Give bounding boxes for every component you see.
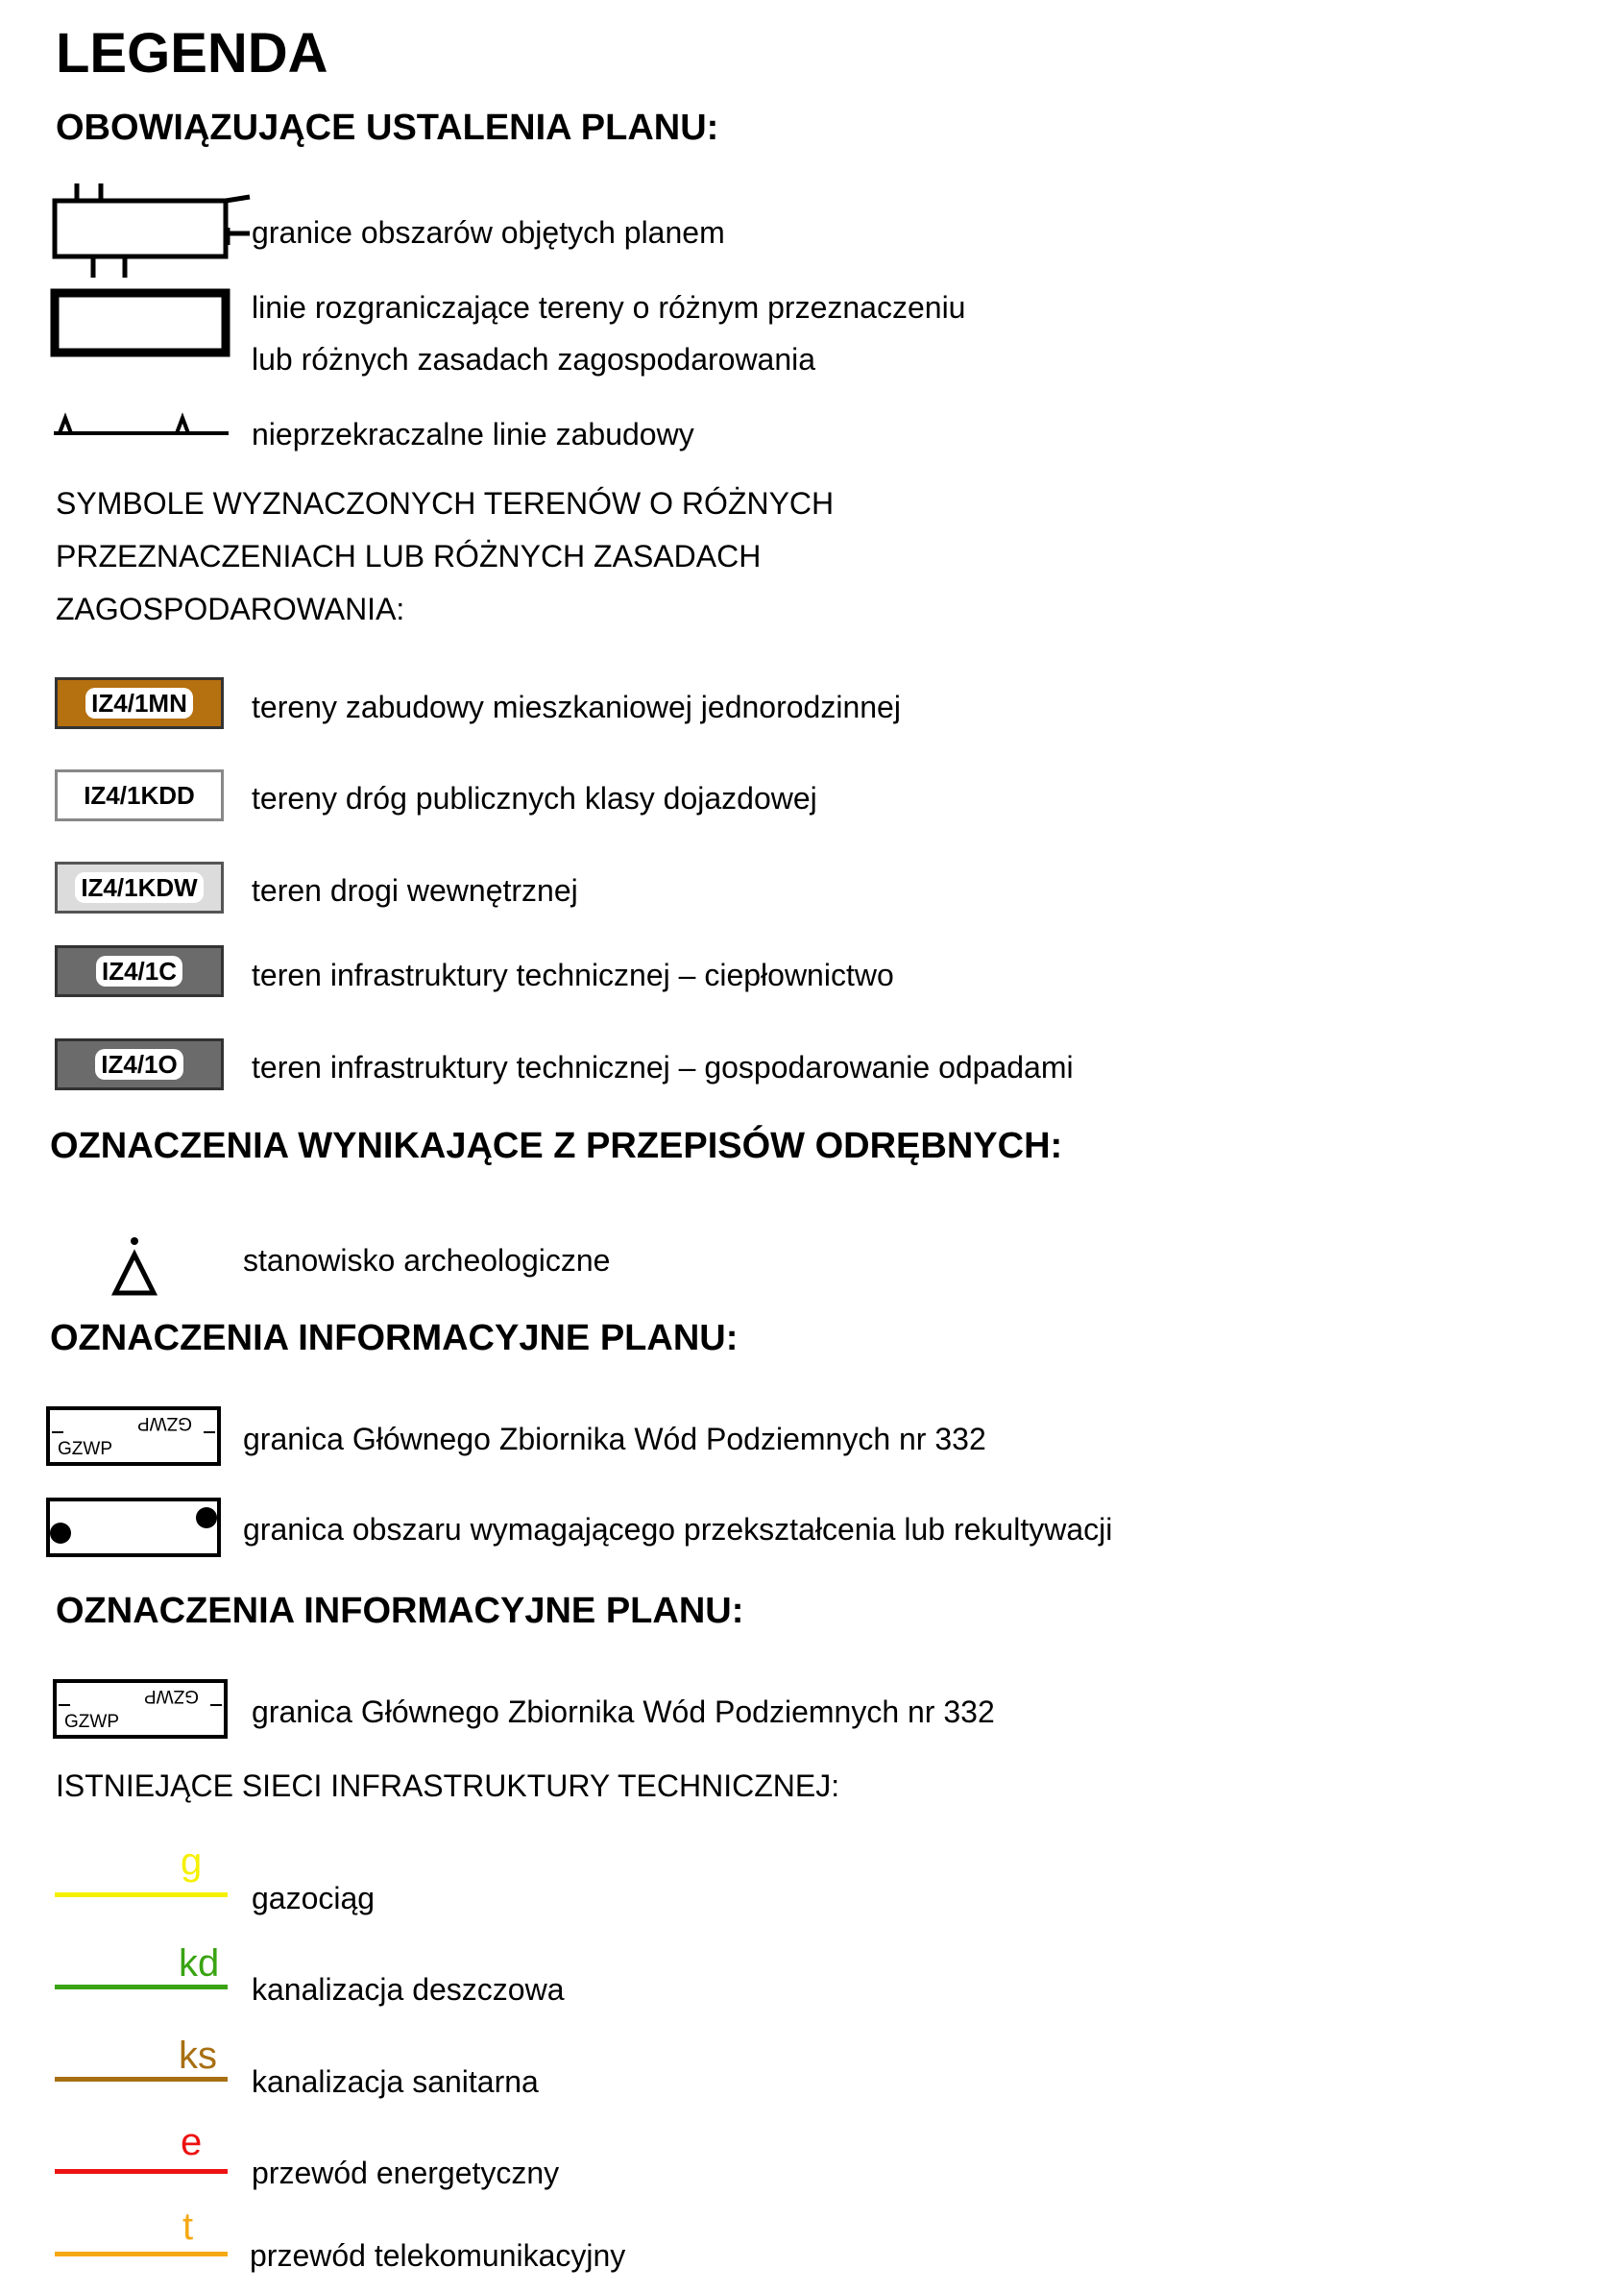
- section-heading-binding: OBOWIĄZUJĄCE USTALENIA PLANU:: [56, 108, 719, 148]
- zone-swatch-kdd: [55, 769, 224, 821]
- legend-title: LEGENDA: [56, 22, 328, 85]
- sanitary-sewer-label: kanalizacja sanitarna: [252, 2064, 539, 2099]
- dividing-lines-symbol: [50, 288, 232, 359]
- telecom-label: przewód telekomunikacyjny: [250, 2238, 626, 2273]
- reclamation-boundary-symbol: [46, 1498, 221, 1557]
- gas-line: [55, 1892, 228, 1897]
- sanitary-sewer-code: ks: [179, 2035, 217, 2077]
- reclamation-label: granica obszaru wymagającego przekształcenia lub rekultywacji: [243, 1512, 1113, 1547]
- section-heading-regulations: OZNACZENIA WYNIKAJĄCE Z PRZEPISÓW ODRĘBNYCH:: [50, 1126, 1063, 1166]
- gzwp-symbol-1-top-text: GZWP: [137, 1413, 192, 1433]
- storm-sewer-code: kd: [179, 1942, 220, 1985]
- gzwp-symbol-2: [53, 1679, 228, 1739]
- archaeological-site-label: stanowisko archeologiczne: [243, 1243, 611, 1278]
- storm-sewer-label: kanalizacja deszczowa: [252, 1972, 565, 2007]
- zone-label-mn: tereny zabudowy mieszkaniowej jednorodzinnej: [252, 690, 901, 724]
- zone-swatch-c: [55, 945, 224, 997]
- gas-label: gazociąg: [252, 1881, 376, 1915]
- zone-label-o: teren infrastruktury technicznej – gospodarowanie odpadami: [252, 1050, 1074, 1085]
- dividing-lines-label-1: linie rozgraniczające tereny o różnym przeznaczeniu: [252, 290, 966, 325]
- gzwp-symbol-2-bottom-text: GZWP: [64, 1712, 119, 1732]
- reclamation-dot-left: [50, 1523, 71, 1544]
- sanitary-sewer-line: [55, 2077, 228, 2082]
- zone-swatch-kdw: [55, 862, 224, 914]
- section-heading-informative-2: OZNACZENIA INFORMACYJNE PLANU:: [56, 1591, 744, 1631]
- zone-swatch-mn: [55, 677, 224, 729]
- zone-code-kdd: IZ4/1KDD: [78, 780, 201, 811]
- gzwp-label-1: granica Głównego Zbiornika Wód Podziemnych nr 332: [243, 1422, 986, 1456]
- telecom-code: t: [182, 2206, 194, 2248]
- power-label: przewód energetyczny: [252, 2156, 560, 2190]
- telecom-line: [55, 2252, 228, 2256]
- zone-code-c: IZ4/1C: [96, 956, 182, 987]
- zone-label-kdd: tereny dróg publicznych klasy dojazdowej: [252, 781, 817, 816]
- building-lines-symbol: [50, 408, 232, 447]
- symbols-heading-line3: ZAGOSPODAROWANIA:: [56, 592, 405, 626]
- zone-swatch-o: [55, 1038, 224, 1090]
- plan-boundary-symbol: [48, 178, 255, 283]
- zone-code-mn: IZ4/1MN: [85, 688, 193, 719]
- gzwp-symbol-1-bottom-text: GZWP: [58, 1439, 112, 1459]
- symbols-heading: [56, 477, 834, 636]
- zone-label-c: teren infrastruktury technicznej – ciepłownictwo: [252, 958, 894, 992]
- zone-code-kdw: IZ4/1KDW: [75, 872, 203, 903]
- power-code: e: [181, 2121, 203, 2163]
- gzwp-symbol-1: [46, 1406, 221, 1466]
- archaeological-site-icon: [108, 1233, 161, 1301]
- gas-code: g: [181, 1841, 203, 1883]
- zone-code-o: IZ4/1O: [95, 1049, 182, 1080]
- power-line: [55, 2169, 228, 2174]
- dividing-lines-label-2: lub różnych zasadach zagospodarowania: [252, 342, 816, 377]
- storm-sewer-line: [55, 1985, 228, 1989]
- plan-boundary-label: granice obszarów objętych planem: [252, 215, 725, 250]
- networks-heading: ISTNIEJĄCE SIECI INFRASTRUKTURY TECHNICZNEJ:: [56, 1768, 840, 1803]
- gzwp-label-2: granica Głównego Zbiornika Wód Podziemnych nr 332: [252, 1695, 995, 1729]
- symbols-heading-line2: PRZEZNACZENIACH LUB RÓŻNYCH ZASADACH: [56, 539, 762, 573]
- symbols-heading-line1: SYMBOLE WYZNACZONYCH TERENÓW O RÓŻNYCH: [56, 486, 835, 521]
- reclamation-dot-right: [196, 1507, 217, 1528]
- zone-label-kdw: teren drogi wewnętrznej: [252, 873, 578, 908]
- gzwp-symbol-2-top-text: GZWP: [144, 1686, 199, 1706]
- building-lines-label: nieprzekraczalne linie zabudowy: [252, 417, 694, 451]
- section-heading-informative-1: OZNACZENIA INFORMACYJNE PLANU:: [50, 1318, 739, 1358]
